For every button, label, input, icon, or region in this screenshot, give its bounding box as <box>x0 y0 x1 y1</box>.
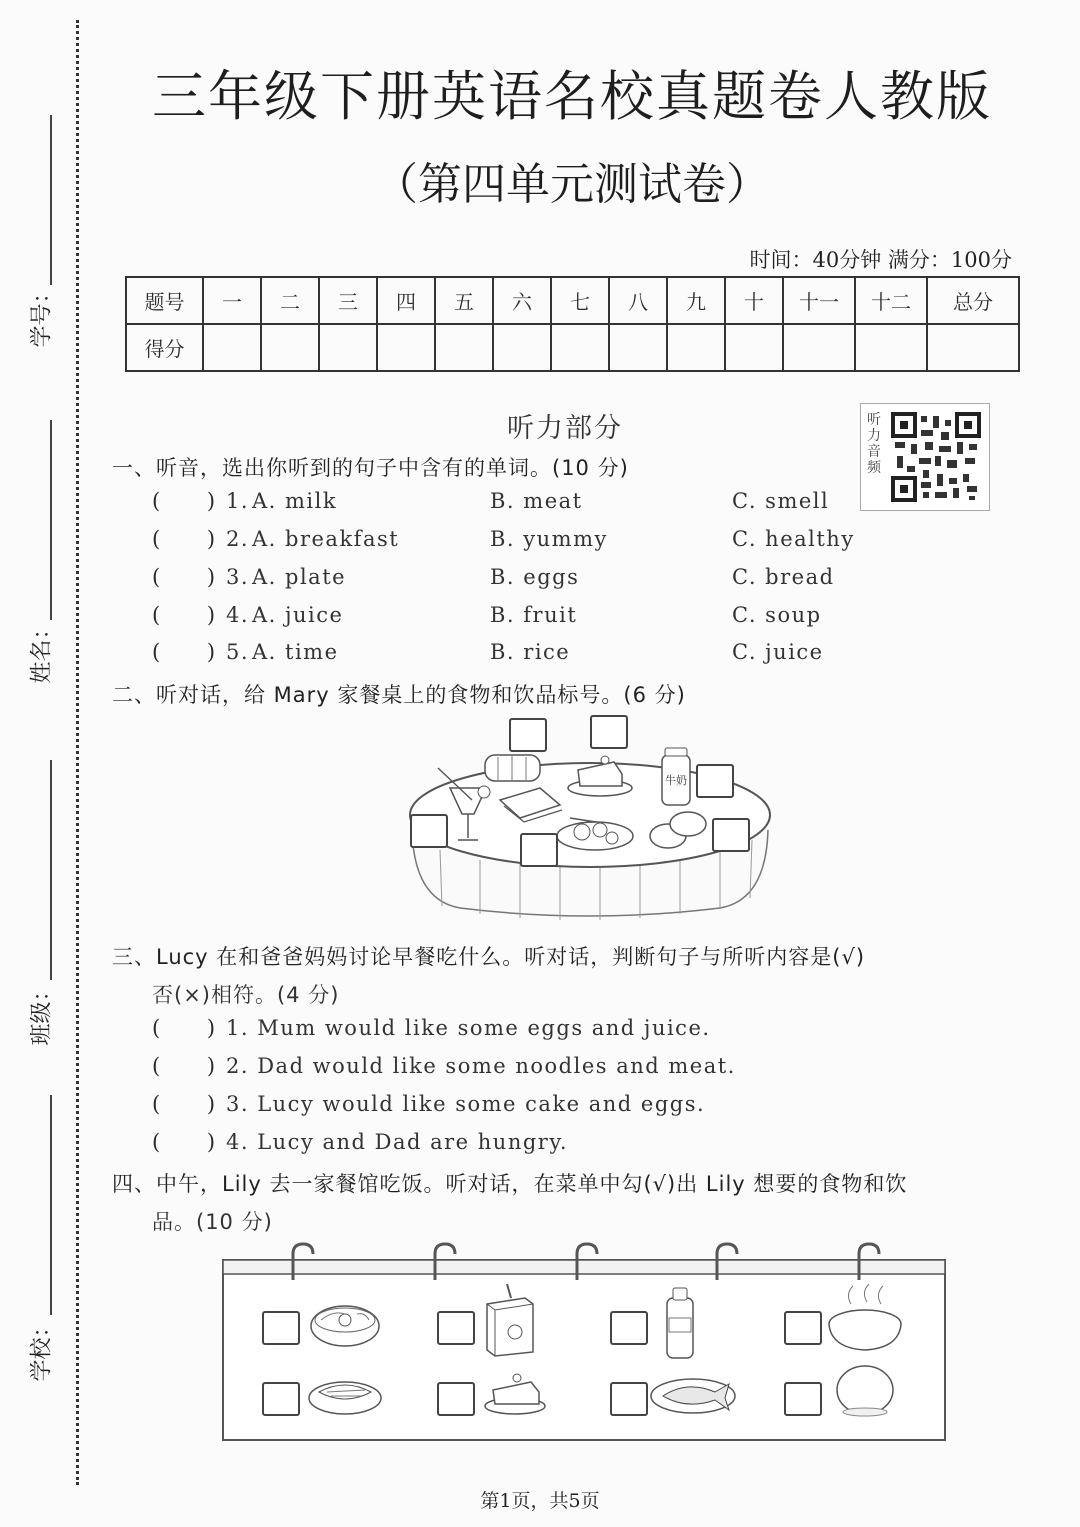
answer-blank[interactable]: ( ) <box>152 527 216 551</box>
q1-item-number: 4. <box>226 603 250 627</box>
label-box[interactable] <box>410 814 448 848</box>
score-cell[interactable] <box>493 324 551 371</box>
option-b: B. rice <box>490 640 571 664</box>
score-col: 二 <box>261 277 319 324</box>
option-b: B. fruit <box>490 603 578 627</box>
score-cell[interactable] <box>319 324 377 371</box>
answer-blank[interactable]: ( ) <box>152 1092 216 1116</box>
menu-checkbox[interactable] <box>784 1382 822 1416</box>
score-table-header-row <box>126 277 1019 324</box>
score-col: 四 <box>377 277 435 324</box>
option-a: A. breakfast <box>252 527 400 551</box>
answer-blank[interactable]: ( ) <box>152 1130 216 1154</box>
time-info: 时间：40分钟 满分：100分 <box>749 248 1012 272</box>
name-label: 姓名： <box>29 617 55 684</box>
q3-heading: 三、Lucy 在和爸爸妈妈讨论早餐吃什么。听对话，判断句子与所听内容是(√) <box>112 945 866 969</box>
score-col: 五 <box>435 277 493 324</box>
option-a: A. plate <box>252 565 347 589</box>
q3-statement: 4. Lucy and Dad are hungry. <box>226 1130 569 1154</box>
option-c: C. healthy <box>732 527 855 551</box>
score-cell[interactable] <box>377 324 435 371</box>
score-table-score-label: 得分 <box>126 324 203 371</box>
menu-checkbox[interactable] <box>784 1311 822 1345</box>
class-label: 班级： <box>29 979 55 1046</box>
score-cell[interactable] <box>261 324 319 371</box>
score-cell[interactable] <box>435 324 493 371</box>
score-col: 六 <box>493 277 551 324</box>
school-label: 学校： <box>29 1315 55 1382</box>
student-id-label: 学号： <box>29 281 55 348</box>
score-cell[interactable] <box>667 324 725 371</box>
score-cell[interactable] <box>609 324 667 371</box>
qr-code-panel[interactable] <box>860 403 990 511</box>
menu-checkbox[interactable] <box>437 1382 475 1416</box>
menu-checkbox[interactable] <box>610 1382 648 1416</box>
label-box[interactable] <box>590 715 628 749</box>
score-cell[interactable] <box>551 324 609 371</box>
class-line <box>50 760 52 980</box>
name-line <box>50 420 52 620</box>
page-footer: 第1页，共5页 <box>480 1490 600 1512</box>
q1-item-number: 1. <box>226 489 250 513</box>
binding-margin-line <box>76 20 79 1485</box>
score-cell[interactable] <box>725 324 783 371</box>
label-box[interactable] <box>696 764 734 798</box>
noodles-bowl-icon <box>311 1306 379 1346</box>
school-line <box>50 1095 52 1315</box>
option-c: C. smell <box>732 489 830 513</box>
score-col: 十 <box>725 277 783 324</box>
q1-heading: 一、听音，选出你听到的句子中含有的单词。(10 分) <box>112 456 629 480</box>
score-cell[interactable] <box>783 324 855 371</box>
menu-checkbox[interactable] <box>610 1311 648 1345</box>
answer-blank[interactable]: ( ) <box>152 640 216 664</box>
label-box[interactable] <box>520 833 558 867</box>
q3-statement: 3. Lucy would like some cake and eggs. <box>226 1092 706 1116</box>
qr-label: 听力音频 <box>867 412 881 476</box>
option-b: B. eggs <box>490 565 580 589</box>
menu-checkbox[interactable] <box>262 1311 300 1345</box>
q1-item-number: 5. <box>226 640 250 664</box>
page-subtitle: （第四单元测试卷） <box>374 159 770 210</box>
label-box[interactable] <box>509 718 547 752</box>
q1-item-number: 3. <box>226 565 250 589</box>
q3-statement: 1. Mum would like some eggs and juice. <box>226 1016 711 1040</box>
score-col: 九 <box>667 277 725 324</box>
menu-checkbox[interactable] <box>262 1382 300 1416</box>
score-col: 一 <box>203 277 261 324</box>
q3-heading-continued: 否(×)相符。(4 分) <box>152 983 340 1007</box>
score-col: 十一 <box>783 277 855 324</box>
score-table-score-row <box>126 324 1019 371</box>
option-c: C. soup <box>732 603 822 627</box>
water-bottle-icon <box>667 1288 693 1358</box>
section-title: 听力部分 <box>507 413 623 444</box>
option-c: C. bread <box>732 565 835 589</box>
milk-jar-label: 牛奶 <box>665 774 687 787</box>
answer-blank[interactable]: ( ) <box>152 1054 216 1078</box>
option-a: A. time <box>252 640 339 664</box>
option-c: C. juice <box>732 640 824 664</box>
option-b: B. yummy <box>490 527 608 551</box>
option-a: A. milk <box>252 489 338 513</box>
option-a: A. juice <box>252 603 344 627</box>
meat-plate-icon <box>309 1382 381 1414</box>
qr-code-icon <box>891 412 981 502</box>
q2-heading: 二、听对话，给 Mary 家餐桌上的食物和饮品标号。(6 分) <box>112 683 686 707</box>
score-col-total: 总分 <box>927 277 1019 324</box>
score-cell-total[interactable] <box>927 324 1019 371</box>
q4-heading-continued: 品。(10 分) <box>152 1210 273 1234</box>
option-b: B. meat <box>490 489 583 513</box>
score-table <box>125 276 1020 372</box>
score-table-header-label: 题号 <box>126 277 203 324</box>
label-box[interactable] <box>712 818 750 852</box>
score-cell[interactable] <box>203 324 261 371</box>
q4-heading: 四、中午，Lily 去一家餐馆吃饭。听对话，在菜单中勾(√)出 Lily 想要的食物和饮 <box>112 1172 908 1196</box>
score-col: 三 <box>319 277 377 324</box>
score-col: 八 <box>609 277 667 324</box>
menu-board-illustration <box>215 1240 955 1448</box>
answer-blank[interactable]: ( ) <box>152 489 216 513</box>
answer-blank[interactable]: ( ) <box>152 565 216 589</box>
q3-statement: 2. Dad would like some noodles and meat. <box>226 1054 736 1078</box>
answer-blank[interactable]: ( ) <box>152 603 216 627</box>
menu-checkbox[interactable] <box>437 1311 475 1345</box>
score-col: 七 <box>551 277 609 324</box>
q1-item-number: 2. <box>226 527 250 551</box>
fish-plate-icon <box>651 1379 735 1413</box>
score-cell[interactable] <box>855 324 927 371</box>
page-title: 三年级下册英语名校真题卷人教版 <box>152 65 992 128</box>
score-col: 十二 <box>855 277 927 324</box>
answer-blank[interactable]: ( ) <box>152 1016 216 1040</box>
